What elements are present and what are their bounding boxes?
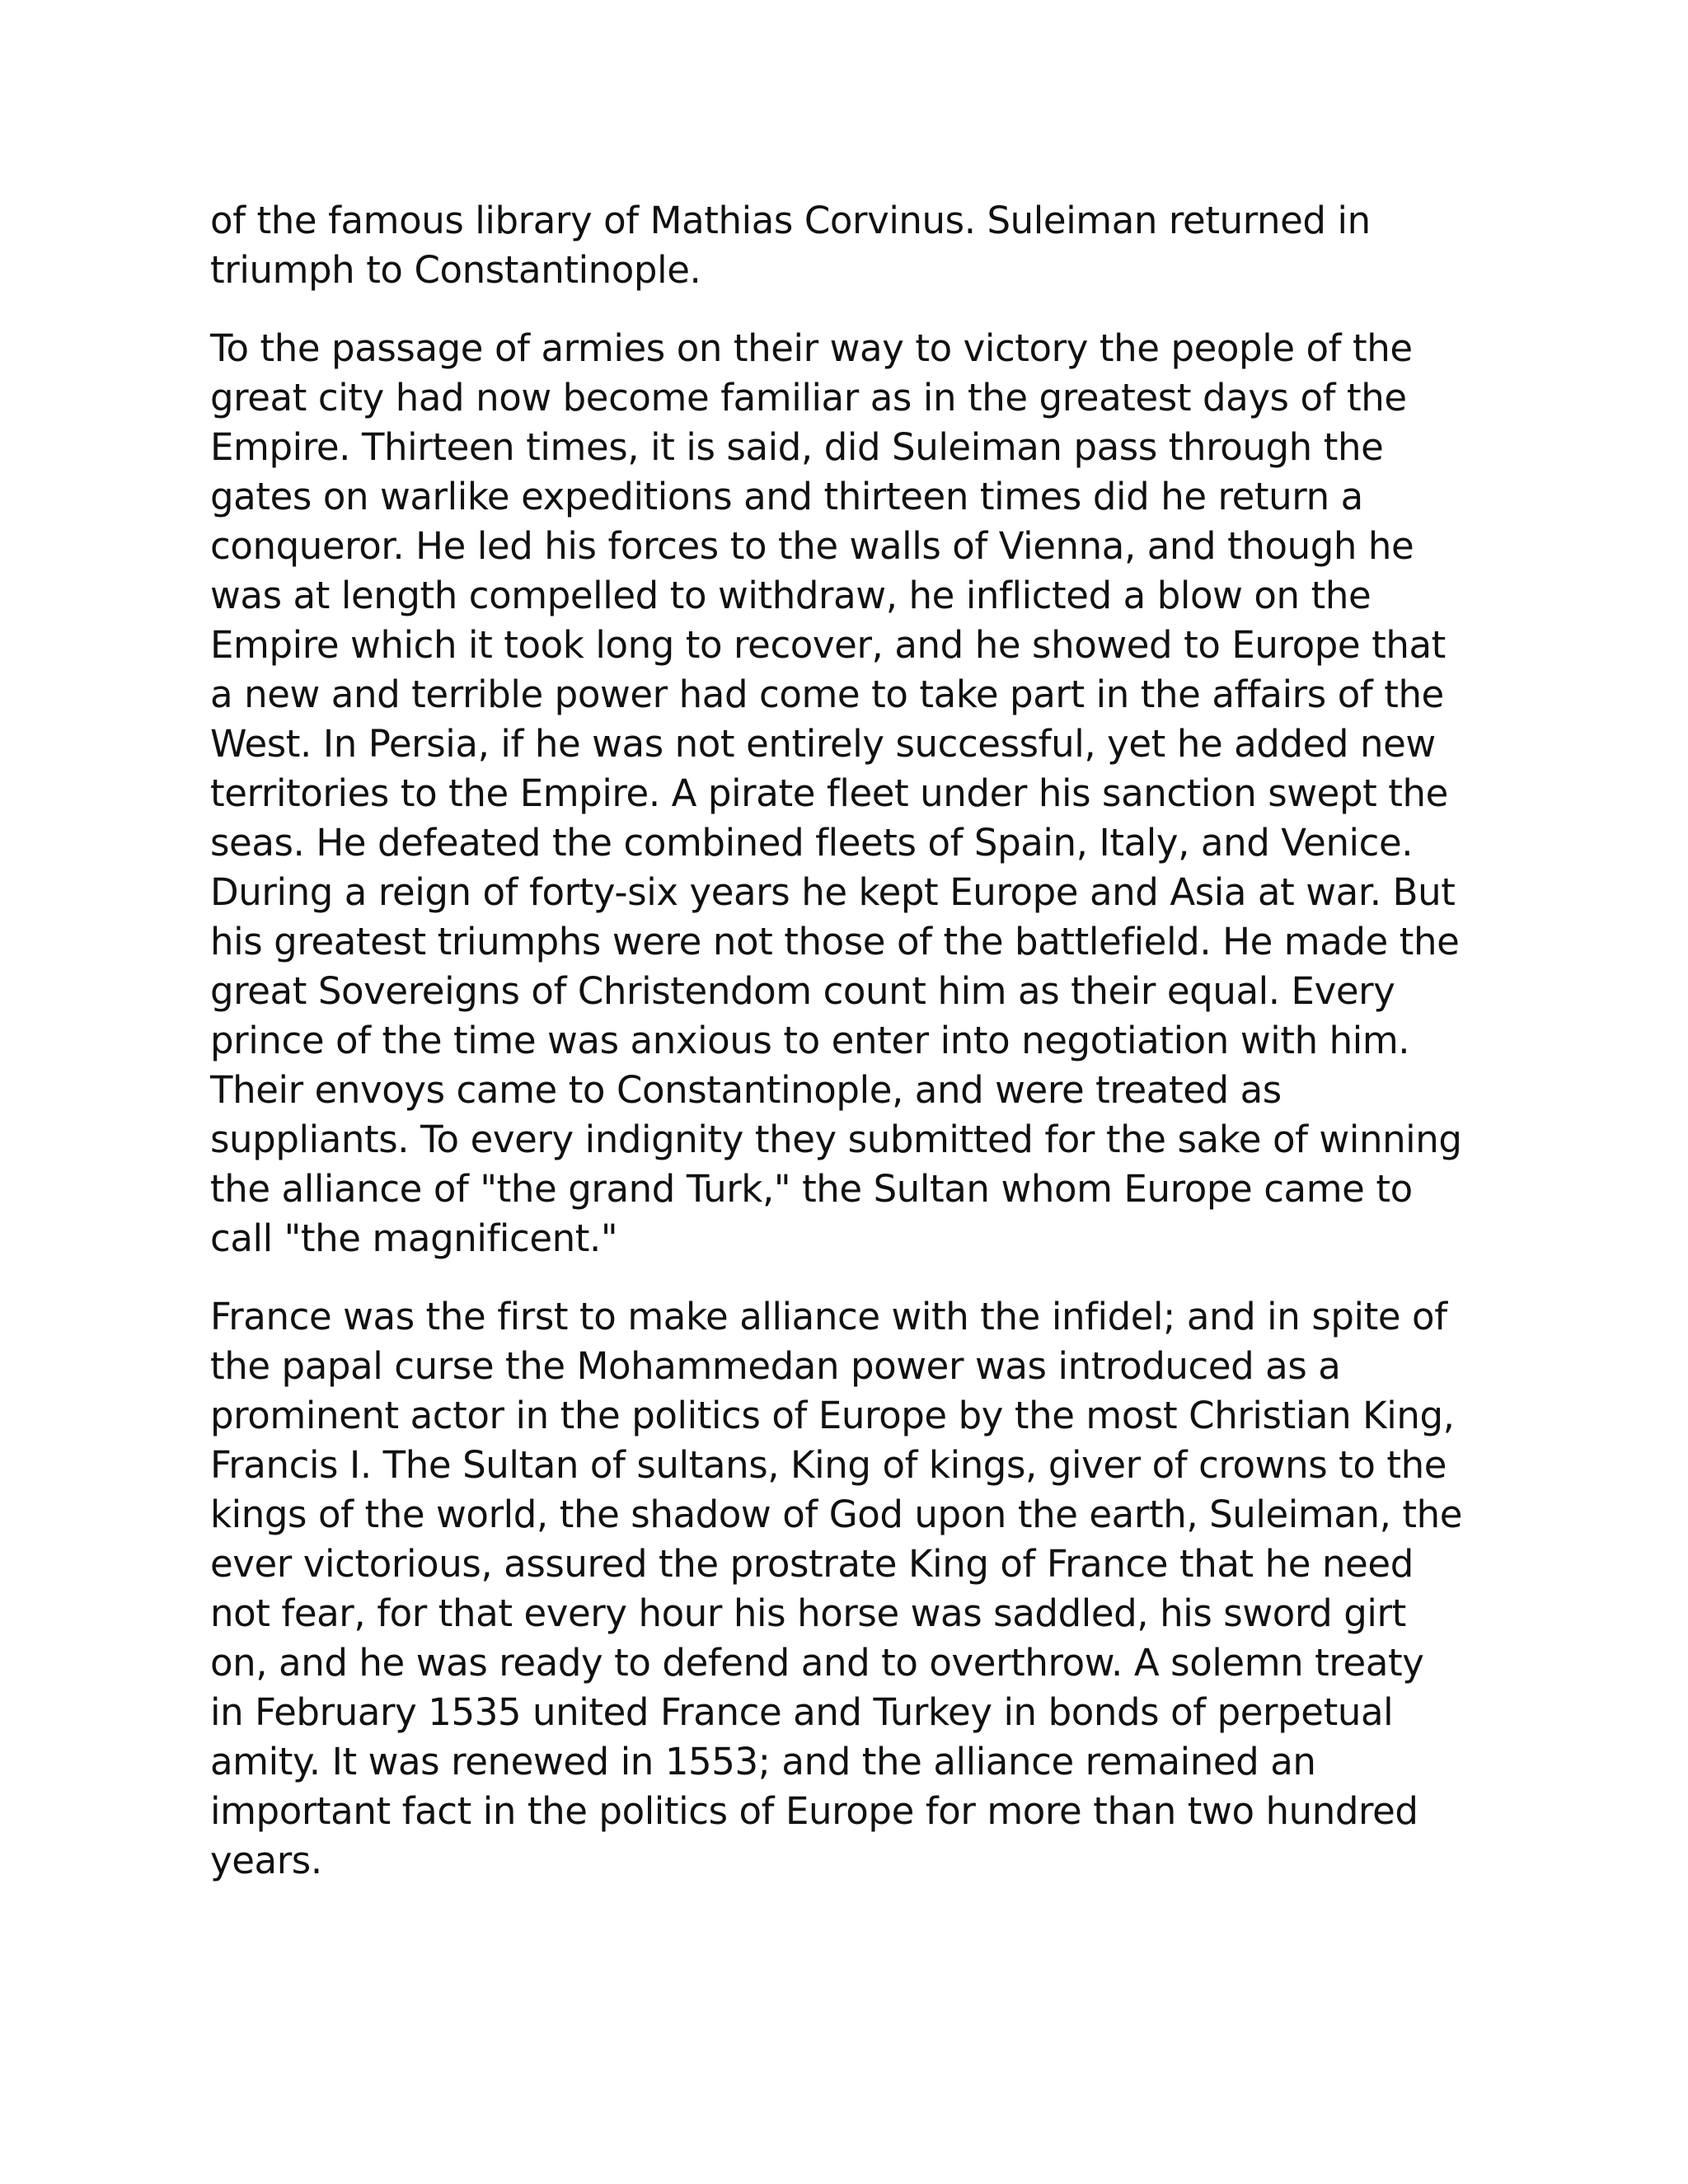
text-line: call "the magnificent." [210,1216,618,1260]
text-line: During a reign of forty-six years he kept Europe and Asia at war. But [210,870,1456,914]
text-line: the papal curse the Mohammedan power was introduced as a [210,1344,1341,1388]
text-line: To the passage of armies on their way to victory the people of the [210,326,1413,370]
paragraph-1 [210,196,1496,295]
text-line: Their envoys came to Constantinople, and were treated as [210,1068,1282,1112]
text-line: Empire which it took long to recover, and he showed to Europe that [210,623,1446,667]
text-line: triumph to Constantinople. [210,248,701,292]
text-line: years. [210,1839,322,1882]
text-line: France was the first to make alliance with the infidel; and in spite of [210,1295,1447,1338]
text-line: not fear, for that every hour his horse was saddled, his sword girt [210,1591,1406,1635]
text-line: conqueror. He led his forces to the walls of Vienna, and though he [210,524,1414,568]
text-line: Empire. Thirteen times, it is said, did Suleiman pass through the [210,425,1384,469]
text-line: on, and he was ready to defend and to overthrow. A solemn treaty [210,1641,1424,1685]
text-line: his greatest triumphs were not those of the battlefield. He made the [210,920,1460,963]
text-line: West. In Persia, if he was not entirely successful, yet he added new [210,722,1436,766]
text-line: the alliance of "the grand Turk," the Sultan whom Europe came to [210,1167,1413,1211]
text-line: territories to the Empire. A pirate fleet under his sanction swept the [210,771,1448,815]
text-line: prince of the time was anxious to enter into negotiation with him. [210,1019,1410,1062]
text-line: important fact in the politics of Europe for more than two hundred [210,1789,1418,1833]
text-line: seas. He defeated the combined fleets of Spain, Italy, and Venice. [210,821,1414,865]
text-line: great city had now become familiar as in the greatest days of the [210,376,1407,419]
text-line: Francis I. The Sultan of sultans, King of kings, giver of crowns to the [210,1443,1447,1487]
text-line: a new and terrible power had come to take part in the affairs of the [210,673,1444,716]
text-line: was at length compelled to withdraw, he inflicted a blow on the [210,574,1372,617]
text-line: kings of the world, the shadow of God upon the earth, Suleiman, the [210,1493,1463,1536]
text-line: suppliants. To every indignity they submitted for the sake of winning [210,1118,1462,1161]
text-line: in February 1535 united France and Turkey in bonds of perpetual [210,1690,1394,1734]
text-line: prominent actor in the politics of Europe by the most Christian King, [210,1394,1455,1437]
body-text [210,196,1496,1886]
text-line: great Sovereigns of Christendom count him as their equal. Every [210,969,1395,1013]
paragraph-3 [210,1292,1496,1886]
text-line: amity. It was renewed in 1553; and the alliance remained an [210,1740,1316,1783]
text-line: ever victorious, assured the prostrate King of France that he need [210,1542,1414,1586]
text-line: of the famous library of Mathias Corvinus. Suleiman returned in [210,199,1371,242]
paragraph-2 [210,324,1496,1263]
text-line: gates on warlike expeditions and thirteen times did he return a [210,475,1363,518]
